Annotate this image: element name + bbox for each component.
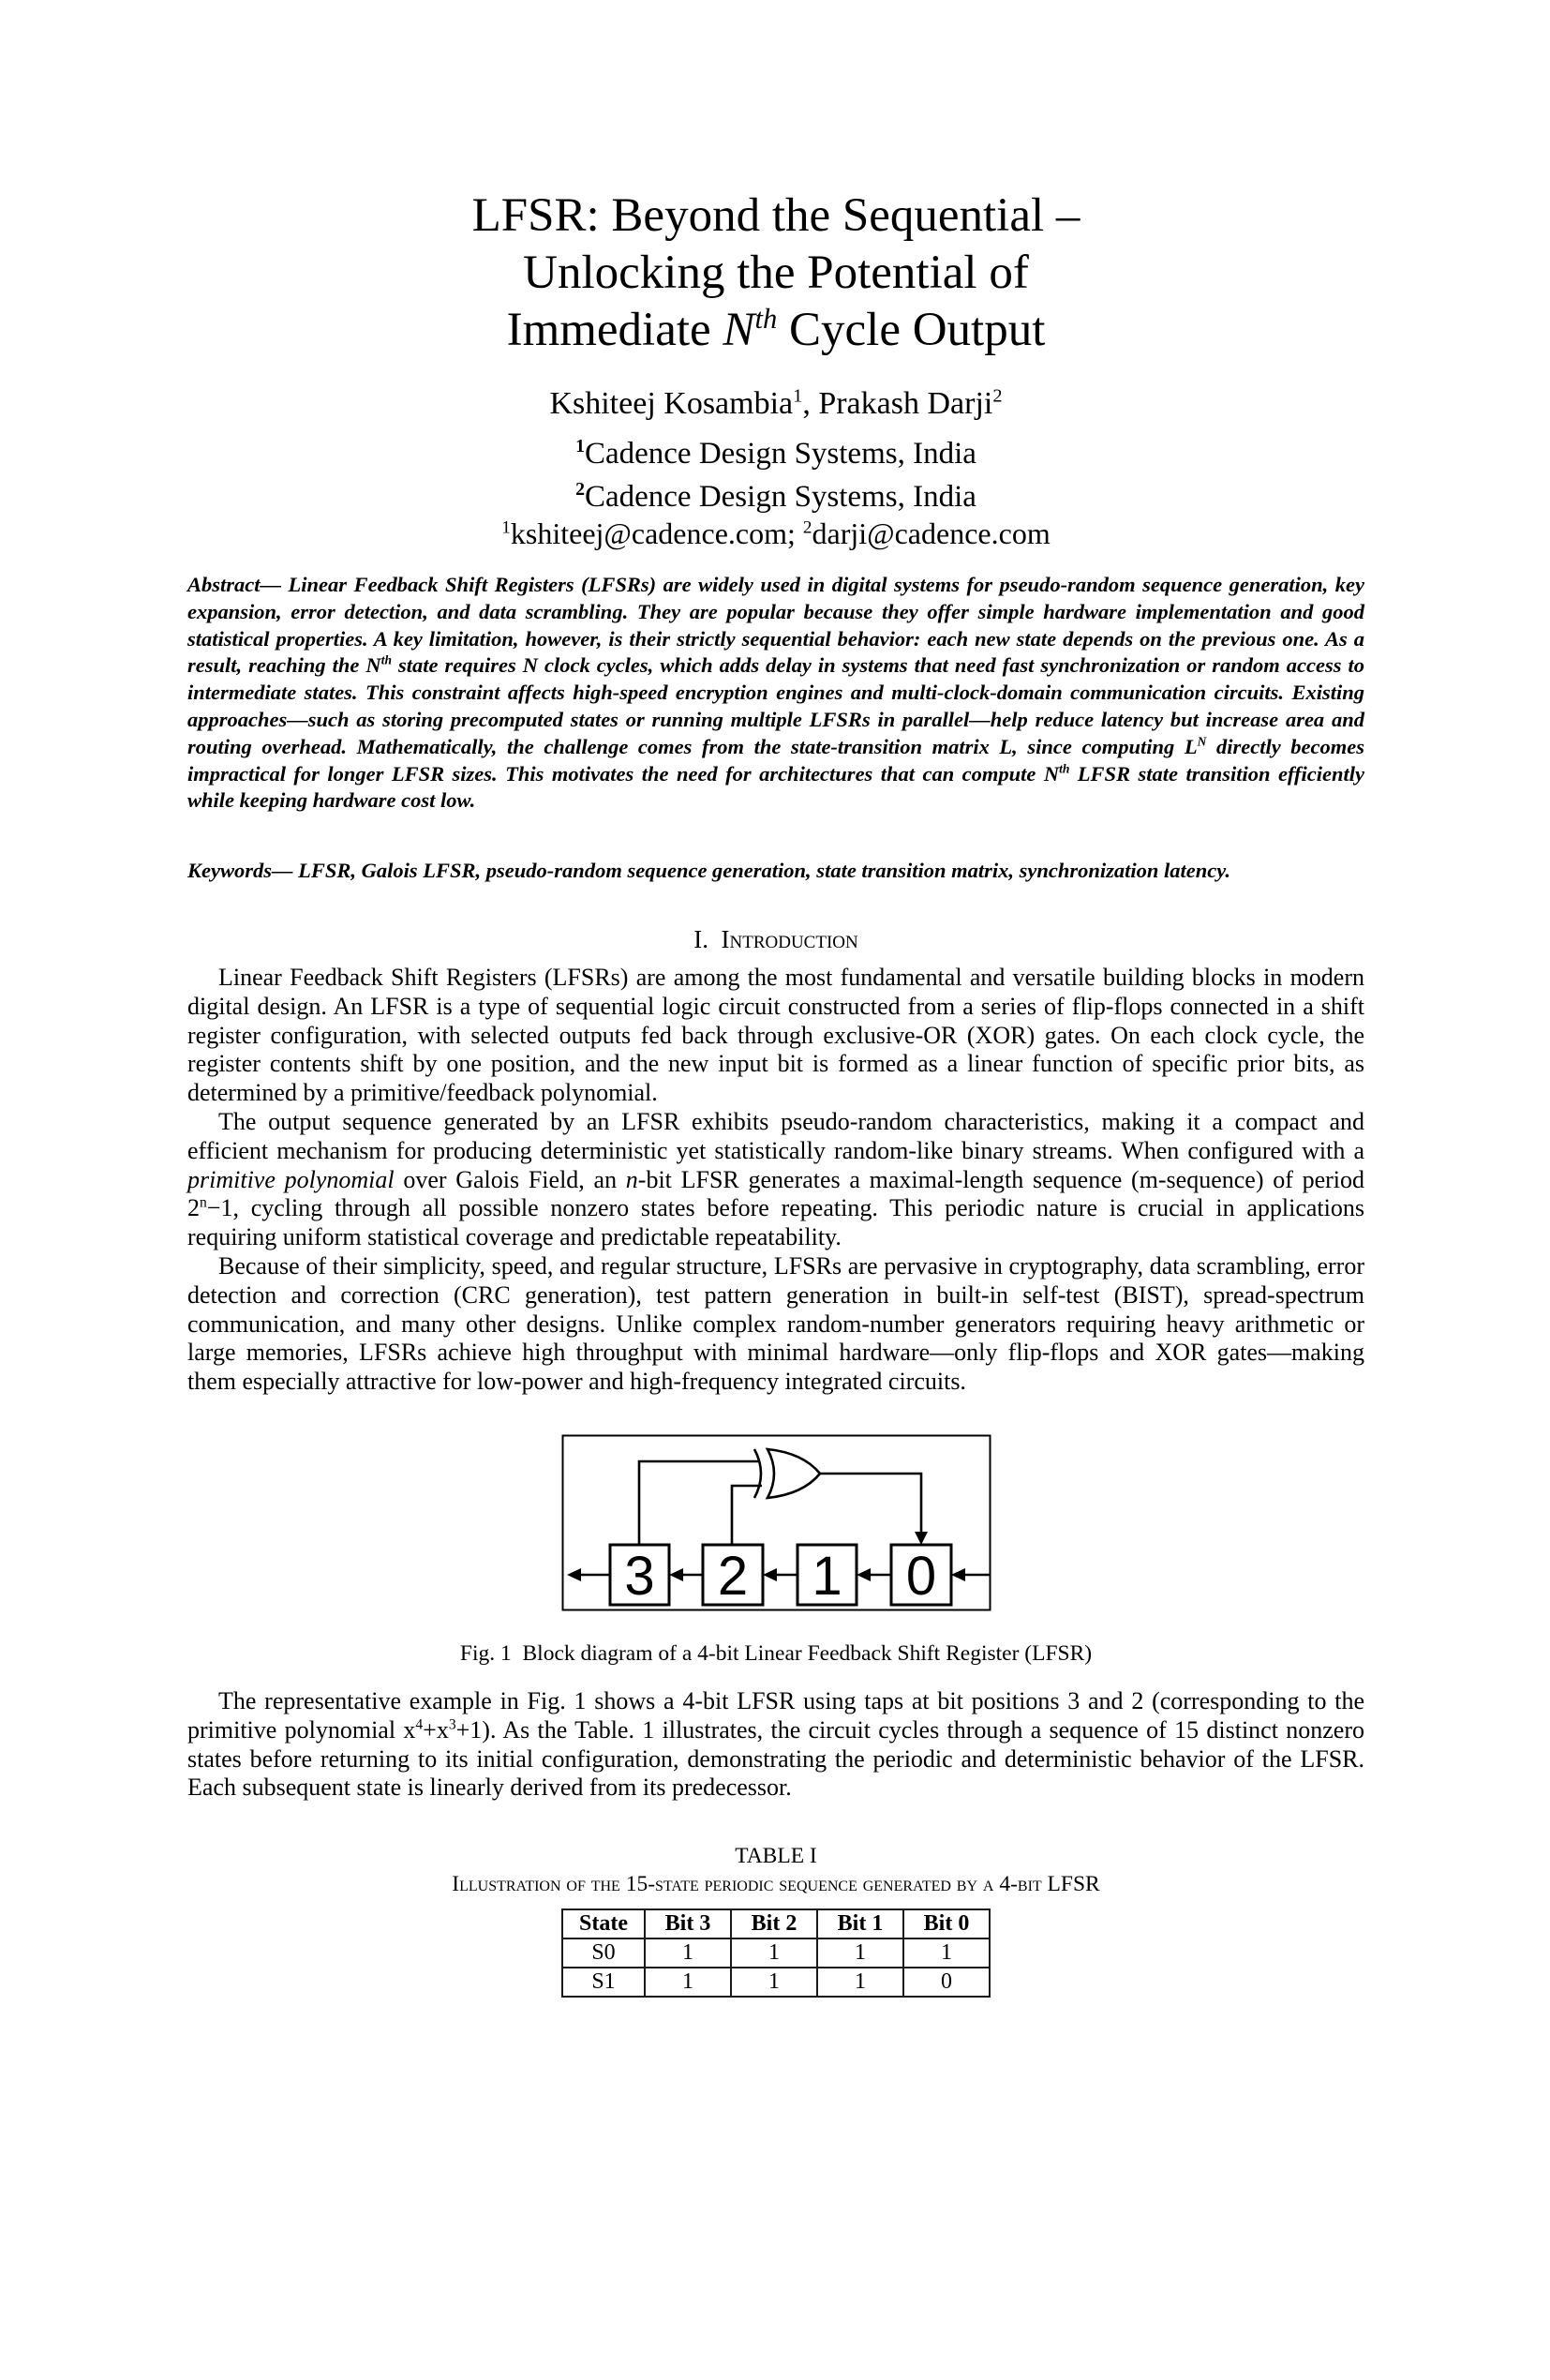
table-cell: S1 (562, 1968, 645, 1997)
table-cell: 1 (817, 1968, 903, 1997)
shift-arrowhead-2-3 (669, 1568, 683, 1581)
intro-paragraph-1: Linear Feedback Shift Registers (LFSRs) are among the most fundamental and versatile building blocks in modern digital design. An LFSR is a type of sequential logic circuit constructed from a series of flip-flops connected in a shift register configuration, with selected outputs fed back through exclusive-OR (XOR) gates. On each clock cycle, the register contents shift by one position, and the new input bit is formed as a linear function of specific prior bits, as determined by a primitive/feedback polynomial. (187, 963, 1364, 1107)
affiliation-2: $^2$Cadence Design Systems, India (575, 479, 976, 514)
intro-paragraph-2: The output sequence generated by an LFSR exhibits pseudo-random characteristics, making it a compact and efficient mechanism for producing deterministic yet statistically random-like binary streams. When configured with a primitive polynomial over Galois Field, an n-bit LFSR generates a maximal-length sequence (m-sequence) of period $2^n-1$, cycling through all possible nonzero states before repeating. This periodic nature is crucial in applications requiring uniform statistical coverage and predictable repeatability. (187, 1107, 1365, 1251)
table-caption: Illustration of the 15-state periodic sequence generated by a 4-bit LFSR (452, 1872, 1100, 1897)
table-cell: 1 (731, 1968, 817, 1997)
register-label-3: 3 (623, 1545, 655, 1607)
input-arrowhead (951, 1568, 965, 1581)
abstract-paragraph: Abstract— Linear Feedback Shift Registers (LFSRs) are widely used in digital systems for pseudo-random sequence generation, key expansion, error detection, and data scrambling. They are popular because they offer simple hardware implementation and good statistical properties. A key limitation, however, is their strictly sequential behavior: each new state depends on the previous one. As a result, reaching the $N^{th}$ state requires N clock cycles, which adds delay in systems that need fast synchronization or random access to intermediate states. This constraint affects high-speed encryption engines and multi-clock-domain communication circuits. Existing approaches—such as storing precomputed states or running multiple LFSRs in parallel—help reduce latency but increase area and routing overhead. Mathematically, the challenge comes from the state-transition matrix L, since computing $L^N$ directly becomes impractical for longer LFSR sizes. This motivates the need for architectures that can compute $N^{th}$ LFSR state transition efficiently while keeping hardware cost low. (187, 573, 1364, 813)
table-header-cell: Bit 0 (903, 1909, 990, 1938)
figure-caption-label: Fig. 1 (459, 1640, 523, 1666)
register-label-2: 2 (717, 1545, 748, 1607)
table-cell: 1 (731, 1938, 817, 1968)
paper-page (0, 187, 1550, 2380)
table-row (562, 1938, 990, 1968)
table-row (562, 1968, 990, 1997)
table-cell: 1 (645, 1968, 731, 1997)
tap-line-bit3 (639, 1461, 760, 1545)
feedback-output-line (820, 1474, 921, 1534)
section-heading-introduction: I. Introduction (693, 924, 858, 953)
paper-title (187, 187, 1364, 359)
table-header-cell: Bit 2 (731, 1909, 817, 1938)
table-cell: 0 (903, 1968, 990, 1997)
keywords-line: Keywords— LFSR, Galois LFSR, pseudo-random sequence generation, state transition matrix, synchronization latency. (187, 859, 1231, 883)
table-header-cell: Bit 3 (645, 1909, 731, 1938)
content-column (187, 187, 1364, 1998)
table-label: TABLE I (735, 1844, 817, 1869)
intro-paragraph-3: Because of their simplicity, speed, and regular structure, LFSRs are pervasive in cryptography, data scrambling, error detection and correction (CRC generation), test pattern generation in built-in self-test (BIST), spread-spectrum communication, and many other designs. Unlike complex random-number generators requiring heavy arithmetic or large memories, LFSRs achieve high throughput with minimal hardware—only flip-flops and XOR gates—making them especially attractive for low-power and high-frequency integrated circuits. (187, 1251, 1364, 1396)
state-sequence-table (561, 1908, 991, 1998)
register-label-1: 1 (811, 1545, 842, 1607)
table-cell: 1 (645, 1938, 731, 1968)
shift-arrowhead-0-1 (857, 1568, 871, 1581)
shift-arrowhead-1-2 (763, 1568, 777, 1581)
lfsr-figure (561, 1434, 991, 1611)
feedback-arrowhead (915, 1532, 928, 1545)
register-label-0: 0 (905, 1545, 936, 1607)
table-cell: 1 (903, 1938, 990, 1968)
output-arrowhead (567, 1568, 581, 1581)
xor-gate-icon (754, 1449, 820, 1498)
body-paragraph-4: The representative example in Fig. 1 shows a 4-bit LFSR using taps at bit positions 3 and 2 (corresponding to the primitive polynomial $x^4+x^3+1$). As the Table. 1 illustrates, the circuit cycles through a sequence of 15 distinct nonzero states before returning to its initial configuration, demonstrating the periodic and deterministic behavior of the LFSR. Each subsequent state is linearly derived from its predecessor. (187, 1686, 1364, 1802)
table-header-cell: State (562, 1909, 645, 1938)
table-header-row (562, 1909, 990, 1938)
authors-line: Kshiteej Kosambia$^1$, Prakash Darji$^2$ (549, 385, 1003, 421)
table-cell: 1 (817, 1938, 903, 1968)
figure-caption-text: Block diagram of a 4-bit Linear Feedback Shift Register (LFSR) (522, 1640, 1093, 1666)
table-cell: S0 (562, 1938, 645, 1968)
figure-caption (187, 1640, 1364, 1667)
title-line-1: LFSR: Beyond the Sequential – (471, 189, 1081, 242)
lfsr-figure-container (187, 1434, 1364, 1616)
table-header-cell: Bit 1 (817, 1909, 903, 1938)
title-line-2: Unlocking the Potential of (523, 247, 1029, 299)
affiliation-1: $^1$Cadence Design Systems, India (575, 436, 976, 471)
emails-line: $^1$kshiteej@cadence.com; $^2$darji@cadence.com (501, 516, 1051, 550)
title-line-3: Immediate $N^{th}$ Cycle Output (506, 303, 1046, 356)
